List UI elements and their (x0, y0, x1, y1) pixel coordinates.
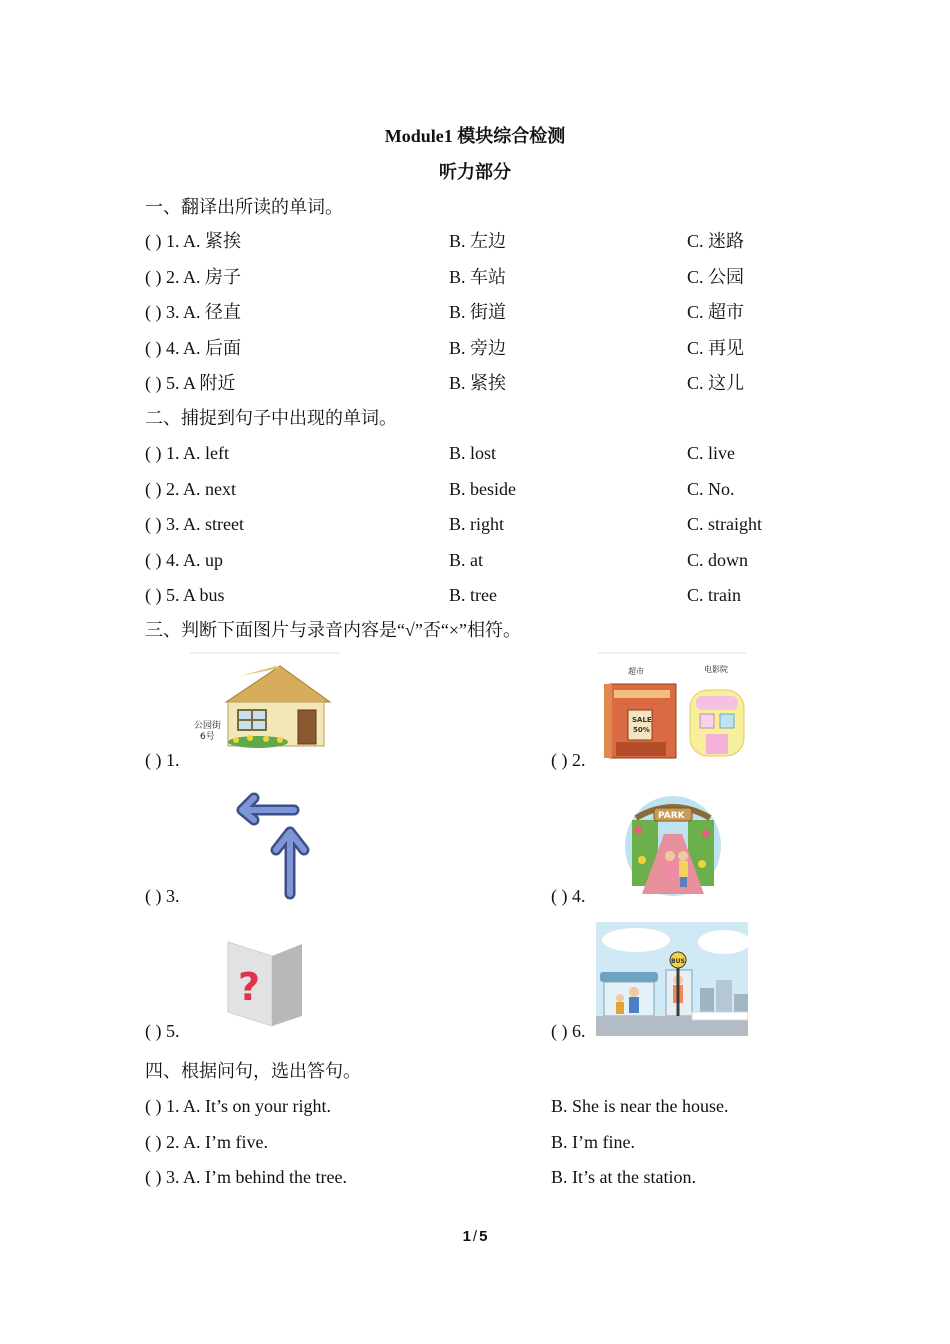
s2-q1-c: C. live (687, 443, 735, 463)
s4-q1-a: ( ) 1. A. It’s on your right. (145, 1096, 331, 1116)
supermarket-sign: 超市 (628, 667, 644, 676)
s4-q2-b: B. I’m fine. (551, 1132, 635, 1152)
page-total: 5 (479, 1228, 488, 1245)
s2-q5-b: B. tree (449, 585, 497, 605)
cinema-sign: 电影院 (704, 665, 728, 674)
s3-item6-label: ( ) 6. (551, 1021, 586, 1041)
page-title: Module1 模块综合检测 (384, 126, 566, 146)
s1-q5-b: B. 紧挨 (449, 373, 507, 393)
s3-item1-label: ( ) 1. (145, 750, 180, 770)
s2-q2-c: C. No. (687, 479, 735, 499)
s4-q2-a: ( ) 2. A. I’m five. (145, 1132, 268, 1152)
s1-q3-c: C. 超市 (687, 302, 745, 322)
s1-q4: ( ) 4. A. 后面 (145, 338, 241, 358)
s2-q3-c: C. straight (687, 514, 762, 534)
s2-q3-b: B. right (449, 514, 505, 534)
s2-q2-b: B. beside (449, 479, 516, 499)
s1-q1-c: C. 迷路 (687, 231, 745, 251)
house-sign-text: 公园街 (194, 721, 222, 731)
supermarket-cinema-picture (596, 652, 748, 762)
section1-heading: 一、翻译出所读的单词。 (145, 197, 343, 217)
bus-sign-text: BUS (671, 958, 685, 965)
s4-q1-b: B. She is near the house. (551, 1096, 729, 1116)
question-box-picture (224, 938, 306, 1030)
house-picture (188, 652, 342, 752)
page-subtitle: 听力部分 (439, 162, 511, 182)
s1-q1-b: B. 左边 (449, 231, 507, 251)
s2-q5: ( ) 5. A bus (145, 585, 225, 605)
s2-q1-b: B. lost (449, 443, 497, 463)
s3-item3-label: ( ) 3. (145, 886, 180, 906)
house-sign-number: 6号 (200, 732, 215, 742)
s4-q3-a: ( ) 3. A. I’m behind the tree. (145, 1167, 347, 1187)
section3-heading: 三、判断下面图片与录音内容是“√”否“×”相符。 (145, 620, 521, 640)
page-number (0, 1228, 950, 1245)
sale-text: SALE (632, 716, 652, 724)
park-picture (622, 790, 724, 900)
arrows-picture (214, 786, 318, 902)
s1-q4-b: B. 旁边 (449, 338, 507, 358)
s1-q1: ( ) 1. A. 紧挨 (145, 231, 241, 251)
s1-q2-c: C. 公园 (687, 267, 745, 287)
s2-q1: ( ) 1. A. left (145, 443, 229, 463)
s2-q4-c: C. down (687, 550, 749, 570)
s2-q4: ( ) 4. A. up (145, 550, 223, 570)
s2-q3: ( ) 3. A. street (145, 514, 244, 534)
s1-q2: ( ) 2. A. 房子 (145, 267, 241, 287)
s2-q5-c: C. train (687, 585, 741, 605)
page-current: 1 (462, 1228, 471, 1245)
sale-pct-text: 50% (633, 726, 650, 734)
park-sign-text: PARK (658, 811, 685, 821)
s3-item4-label: ( ) 4. (551, 886, 586, 906)
question-mark-icon: ? (238, 965, 261, 1009)
s2-q2: ( ) 2. A. next (145, 479, 236, 499)
page-separator: / (472, 1228, 478, 1245)
s1-q3: ( ) 3. A. 径直 (145, 302, 241, 322)
s1-q5-c: C. 这儿 (687, 373, 745, 393)
s4-q3-b: B. It’s at the station. (551, 1167, 696, 1187)
section4-heading: 四、根据问句，选出答句。 (145, 1061, 361, 1081)
s3-item2-label: ( ) 2. (551, 750, 586, 770)
section2-heading: 二、捕捉到句子中出现的单词。 (145, 408, 397, 428)
s1-q3-b: B. 街道 (449, 302, 507, 322)
s1-q4-c: C. 再见 (687, 338, 745, 358)
s1-q5: ( ) 5. A 附近 (145, 373, 236, 393)
s2-q4-b: B. at (449, 550, 483, 570)
s1-q2-b: B. 车站 (449, 267, 507, 287)
s3-item5-label: ( ) 5. (145, 1021, 180, 1041)
bus-stop-picture (596, 922, 748, 1036)
